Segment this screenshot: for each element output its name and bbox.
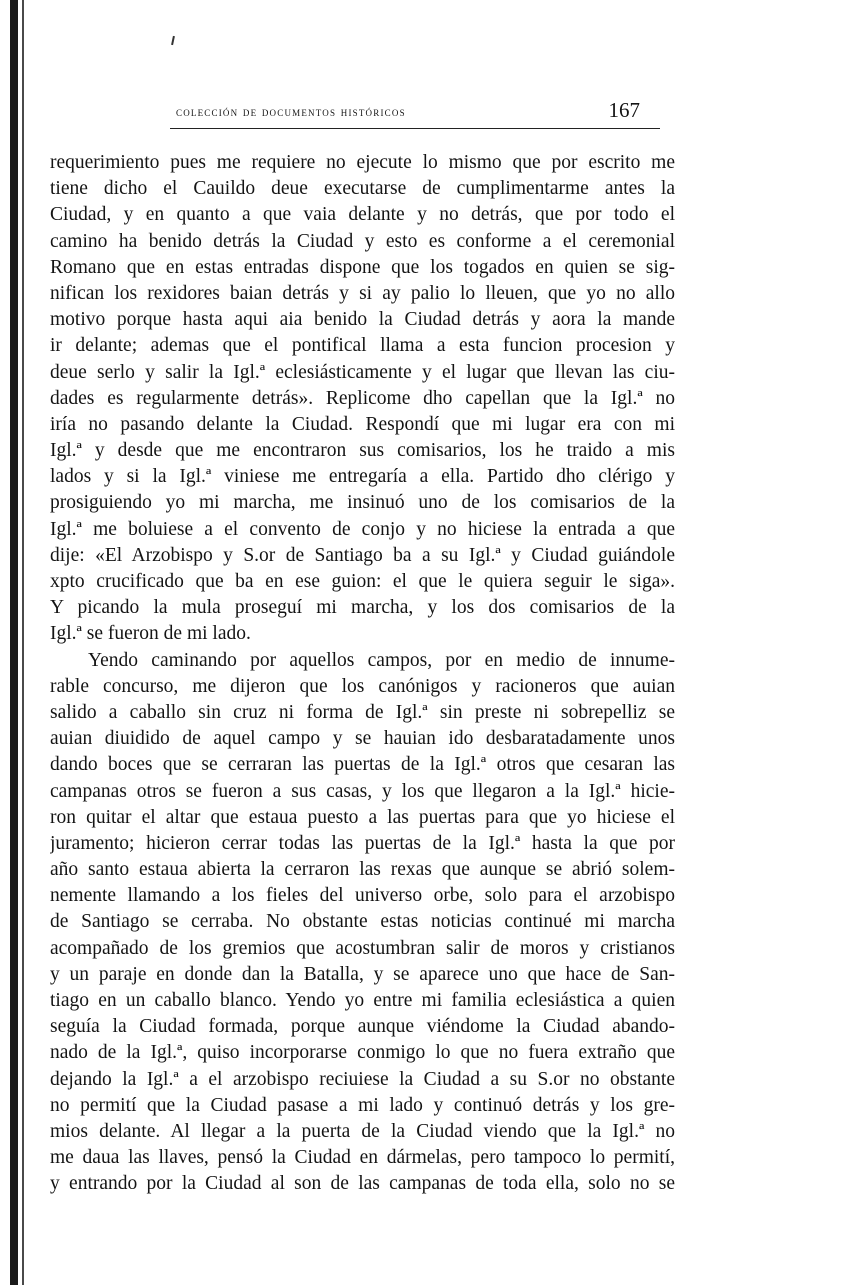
text-line: Igl.ª me boluiese a el convento de conjo y no hiciese la entrada a que [50,518,675,540]
text-line: Romano que en estas entradas dispone que los togados en quien se sig- [50,256,675,278]
text-line: dando boces que se cerraran las puertas de la Igl.ª otros que cesaran las [50,754,675,776]
text-line: dije: «El Arzobispo y S.or de Santiago ba a su Igl.ª y Ciudad guiándole [50,544,675,566]
text-line: año santo estaua abierta la cerraron las rexas que aunque se abrió solem- [50,859,675,881]
text-line: salido a caballo sin cruz ni forma de Igl.ª sin preste ni sobrepelliz se [50,701,675,723]
text-line: mios delante. Al llegar a la puerta de la Ciudad viendo que la Igl.ª no [50,1120,675,1142]
text-line: seguía la Ciudad formada, porque aunque viéndome la Ciudad abando- [50,1016,675,1038]
text-line: campanas otros se fueron a sus casas, y los que llegaron a la Igl.ª hicie- [50,780,675,802]
text-line: deue serlo y salir la Igl.ª eclesiásticamente y el lugar que llevan las ciu- [50,361,675,383]
text-line: acompañado de los gremios que acostumbran salir de moros y cristianos [50,937,675,959]
text-line: y entrando por la Ciudad al son de las campanas de toda ella, solo no se [50,1173,675,1195]
text-line: y un paraje en donde dan la Batalla, y se aparece uno que hace de San- [50,963,675,985]
text-line: juramento; hicieron cerrar todas las puertas de la Igl.ª hasta la que por [50,832,675,854]
text-line: dades es regularmente detrás». Replicome dho capellan que la Igl.ª no [50,387,675,409]
text-line: Igl.ª y desde que me encontraron sus comisarios, los he traido a mis [50,440,675,462]
text-line: no permití que la Ciudad pasase a mi lado y continuó detrás y los gre- [50,1094,675,1116]
text-line: tiago en un caballo blanco. Yendo yo entre mi familia eclesiástica a quien [50,990,675,1011]
text-line: lados y si la Igl.ª viniese me entregaría a ella. Partido dho clérigo y [50,466,675,488]
text-line: de Santiago se cerraba. No obstante estas noticias continué mi marcha [50,911,675,933]
text-line: me daua las llaves, pensó la Ciudad en dármelas, pero tampoco lo permití, [50,1147,675,1169]
page-number: 167 [608,98,640,122]
paragraph-first-line: Yendo caminando por aquellos campos, por en medio de innume- [88,649,675,671]
running-header [170,98,660,129]
text-line: Ciudad, y en quanto a que vaia delante y no detrás, que por todo el [50,204,675,226]
text-line: Y picando la mula proseguí mi marcha, y los dos comisarios de la [50,597,675,619]
text-line: tiene dicho el Cauildo deue executarse de cumplimentarme antes la [50,178,675,200]
text-line: prosiguiendo yo mi marcha, me insinuó uno de los comisarios de la [50,492,675,514]
text-line: nado de la Igl.ª, quiso incorporarse conmigo lo que no fuera extraño que [50,1042,675,1064]
body-text [50,150,675,1230]
binding-line [22,0,24,1285]
text-line: rable concurso, me dijeron que los canónigos y racioneros que auian [50,675,675,697]
text-line: xpto crucificado que ba en ese guion: el que le quiera seguir le siga». [50,571,675,592]
paragraph-last-line: Igl.ª se fueron de mi lado. [50,623,251,645]
text-line: auian diuidido de aquel campo y se hauian ido desbaratadamente unos [50,728,675,750]
running-title: colección de documentos históricos [176,104,406,119]
text-line: nifican los rexidores baian detrás y si ay palio lo lleuen, que yo no allo [50,282,675,304]
text-line: motivo porque hasta aqui aia benido la Ciudad detrás y aora la mande [50,309,675,331]
text-line: nemente llamando a los fieles del universo orbe, solo para el arzobispo [50,885,675,907]
text-line: ron quitar el altar que estaua puesto a las puertas para que yo hiciese el [50,806,675,828]
text-line: requerimiento pues me requiere no ejecute lo mismo que por escrito me [50,152,675,173]
text-line: dejando la Igl.ª a el arzobispo reciuiese la Ciudad a su S.or no obstante [50,1068,675,1090]
binding-shadow [10,0,18,1285]
text-line: camino ha benido detrás la Ciudad y esto es conforme a el ceremonial [50,230,675,252]
text-line: iría no pasando delante la Ciudad. Respondí que mi lugar era con mi [50,413,675,435]
text-line: ir delante; ademas que el pontifical llama a esta funcion procesion y [50,335,675,357]
scan-speck [171,36,175,45]
